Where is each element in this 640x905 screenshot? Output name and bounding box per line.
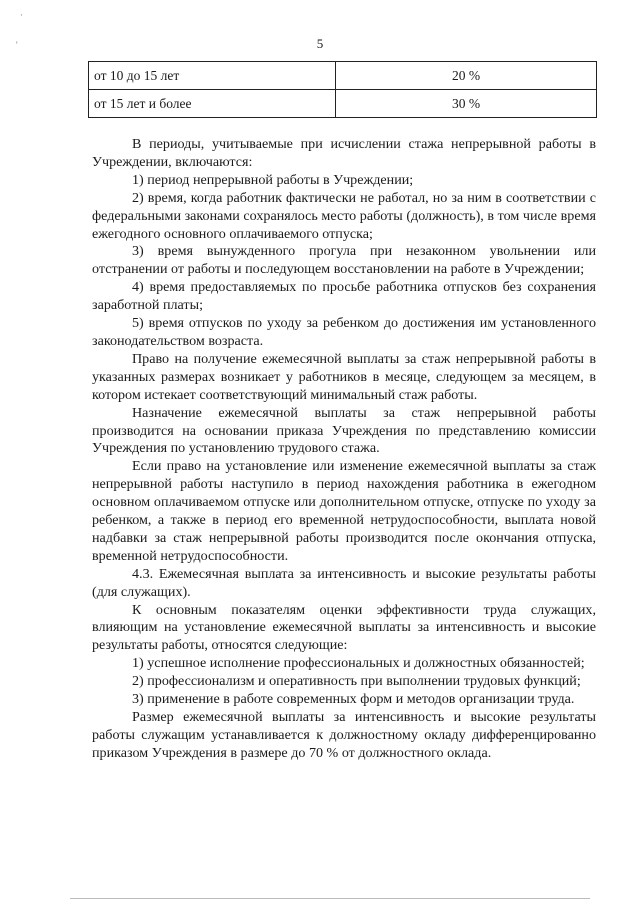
table-row bbox=[89, 90, 597, 118]
list-item: 3) время вынужденного прогула при незаконном увольнении или отстранении от работы и последующем восстановлении на работе в Учреждении; bbox=[92, 243, 596, 278]
paragraph: Размер ежемесячной выплаты за интенсивность и высокие результаты работы служащим устанавливается к должностному окладу дифференцированно приказом Учреждения в размере до 70 % от должностного оклада. bbox=[92, 709, 596, 761]
period-cell: от 10 до 15 лет bbox=[89, 62, 336, 90]
paragraph: В периоды, учитываемые при исчислении стажа непрерывной работы в Учреждении, включаются: bbox=[92, 136, 596, 170]
document-body bbox=[92, 136, 596, 763]
list-item: 2) профессионализм и оперативность при выполнении трудовых функций; bbox=[132, 673, 581, 690]
paragraph: Назначение ежемесячной выплаты за стаж непрерывной работы производится на основании приказа Учреждения по представлению комиссии Учреждения по установлению трудового стажа. bbox=[92, 404, 596, 457]
list-item: 1) период непрерывной работы в Учреждении; bbox=[132, 171, 414, 188]
paragraph: Право на получение ежемесячной выплаты за стаж непрерывной работы в указанных размерах возникает у работников в месяце, следующем за месяцем, в котором истекает соответствующий минимальный стаж работы. bbox=[92, 350, 596, 403]
seniority-rate-table bbox=[88, 61, 597, 118]
section-heading: 4.3. Ежемесячная выплата за интенсивность и высокие результаты работы (для служащих). bbox=[92, 565, 596, 600]
list-item: 5) время отпусков по уходу за ребенком до достижения им установленного законодательством возраста. bbox=[92, 315, 596, 349]
table-row bbox=[89, 62, 597, 90]
scan-speck-2: ' bbox=[16, 40, 18, 50]
list-item: 3) применение в работе современных форм и методов организации труда. bbox=[132, 691, 575, 708]
rate-cell: 20 % bbox=[336, 62, 597, 90]
list-item: 2) время, когда работник фактически не работал, но за ним в соответствии с федеральными законами сохранялось место работы (должность), в том числе время ежегодного основного оплачиваемого отпуска; bbox=[92, 189, 596, 242]
rate-cell: 30 % bbox=[336, 90, 597, 118]
paragraph: Если право на установление или изменение ежемесячной выплаты за стаж непрерывной работы наступило в период нахождения работника в ежегодном основном оплачиваемом отпуске или дополнительном отпуске, отпуске по уходу за ребенком, а также в период его временной нетрудоспособности, выплата новой надбавки за стаж непрерывной работы производится после окончания отпуска, временной нетрудоспособности. bbox=[92, 458, 596, 564]
page-number: 5 bbox=[316, 36, 324, 51]
scan-speck-1: · bbox=[20, 10, 23, 20]
period-cell: от 15 лет и более bbox=[89, 90, 336, 118]
paragraph: К основным показателям оценки эффективности труда служащих, влияющим на установление ежемесячной выплаты за интенсивность и высокие результаты работы, относятся следующие: bbox=[92, 601, 596, 654]
list-item: 4) время предоставляемых по просьбе работника отпусков без сохранения заработной платы; bbox=[92, 279, 596, 314]
scan-edge-line bbox=[70, 898, 590, 899]
list-item: 1) успешное исполнение профессиональных и должностных обязанностей; bbox=[132, 655, 585, 672]
